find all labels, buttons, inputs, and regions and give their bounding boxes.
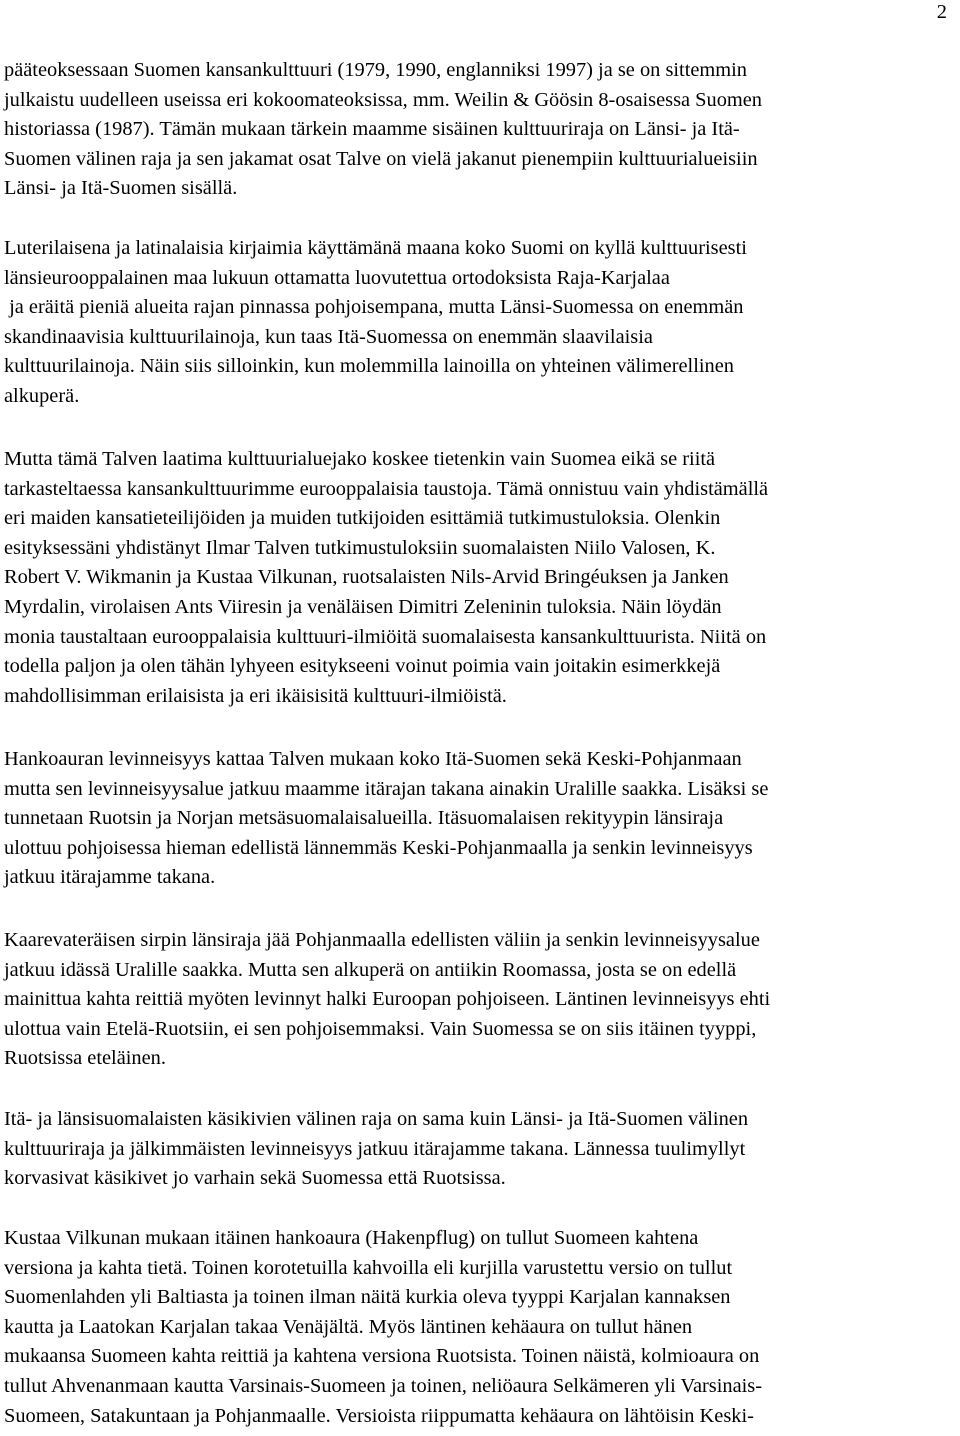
paragraph-lutheran-finland xyxy=(4,234,950,412)
text-line: Suomen välinen raja ja sen jakamat osat Talve on vielä jakanut pienempiin kulttuurialueisiin xyxy=(4,147,758,170)
text-line: Ruotsissa eteläinen. xyxy=(4,1047,166,1070)
text-line: ulottua vain Etelä-Ruotsiin, ei sen pohjoisemmaksi. Vain Suomessa se on siis itäinen tyyppi, xyxy=(4,1017,757,1040)
text-line: versiona ja kahta tietä. Toinen korotetuilla kahvoilla eli kurjilla varustettu versio on tullut xyxy=(4,1256,733,1279)
text-line: Mutta tämä Talven laatima kulttuurialuejako koskee tietenkin vain Suomea eikä se riitä xyxy=(4,448,716,470)
text-line: tarkasteltaessa kansankulttuurimme eurooppalaisia taustoja. Tämä onnistuu vain yhdistämällä xyxy=(4,477,769,500)
text-line: esityksessäni yhdistänyt Ilmar Talven tutkimustuloksiin suomalaisten Niilo Valosen, K. xyxy=(4,536,716,559)
text-line: mahdollisimman erilaisista ja eri ikäisisitä kulttuuri-ilmiöistä. xyxy=(4,684,507,707)
text-line: mukaansa Suomeen kahta reittiä ja kahtena versiona Ruotsista. Toinen näistä, kolmioaura on xyxy=(4,1345,760,1368)
paragraph-hankoaura xyxy=(4,745,950,893)
text-line: Länsi- ja Itä-Suomen sisällä. xyxy=(4,177,238,200)
text-line: Hankoauran levinneisyys kattaa Talven mukaan koko Itä-Suomen sekä Keski-Pohjanmaan xyxy=(4,748,742,770)
text-line: tullut Ahvenanmaan kautta Varsinais-Suomeen ja toinen, neliöaura Selkämeren yli Varsinais- xyxy=(4,1374,763,1397)
text-line: Itä- ja länsisuomalaisten käsikivien välinen raja on sama kuin Länsi- ja Itä-Suomen välinen xyxy=(4,1108,749,1130)
text-line: länsieurooppalainen maa lukuun ottamatta luovutettua ortodoksista Raja-Karjalaa xyxy=(4,266,670,289)
text-line: todella paljon ja olen tähän lyhyeen esitykseeni voinut poimia vain joitakin esimerkkejä xyxy=(4,655,721,678)
paragraph-vilkuna-ploughs xyxy=(4,1224,950,1431)
text-line: eri maiden kansatieteilijöiden ja muiden tutkijoiden esittämiä tutkimustuloksia. Olenkin xyxy=(4,507,721,530)
text-line: monia taustaltaan eurooppalaisia kulttuuri-ilmiöitä suomalaisesta kansankulttuurista. Niitä on xyxy=(4,625,767,648)
text-line: kautta ja Laatokan Karjalan takaa Venäjältä. Myös läntinen kehäaura on tullut hänen xyxy=(4,1315,693,1338)
text-line: mutta sen levinneisyysalue jatkuu maamme itärajan takana ainakin Uralille saakka. Lisäksi se xyxy=(4,777,769,800)
text-line: Suomeen, Satakuntaan ja Pohjanmaalle. Versioista riippumatta kehäaura on lähtöisin Keski- xyxy=(4,1404,754,1427)
text-line: Suomenlahden yli Baltiasta ja toinen ilman näitä kurkia oleva tyyppi Karjalan kannaksen xyxy=(4,1286,731,1309)
text-line: skandinaavisia kulttuurilainoja, kun taas Itä-Suomessa on enemmän slaavilaisia xyxy=(4,325,653,348)
text-line: Robert V. Wikmanin ja Kustaa Vilkunan, ruotsalaisten Nils-Arvid Bringéuksen ja Janken xyxy=(4,566,729,589)
text-line: jatkuu idässä Uralille saakka. Mutta sen alkuperä on antiikin Roomassa, josta se on edellä xyxy=(4,958,737,981)
paragraph-hand-mills xyxy=(4,1105,950,1194)
text-line: alkuperä. xyxy=(4,384,80,407)
text-line: mainittua kahta reittiä myöten levinnyt halki Euroopan pohjoiseen. Läntinen levinneisyys ehti xyxy=(4,988,771,1011)
page-number: 2 xyxy=(936,1,947,23)
text-line: julkaistu uudelleen useissa eri kokoomateoksissa, mm. Weilin & Göösin 8-osaisessa Suomen xyxy=(4,88,763,111)
text-line: historiassa (1987). Tämän mukaan tärkein maamme sisäinen kulttuuriraja on Länsi- ja Itä- xyxy=(4,118,740,141)
text-line: pääteoksessaan Suomen kansankulttuuri (1979, 1990, englanniksi 1997) ja se on sittemmin xyxy=(4,59,748,81)
text-line: korvasivat käsikivet jo varhain sekä Suomessa että Ruotsissa. xyxy=(4,1167,506,1190)
paragraph-european-background xyxy=(4,445,950,711)
text-line: ja eräitä pieniä alueita rajan pinnassa pohjoisempana, mutta Länsi-Suomessa on enemmän xyxy=(4,296,744,319)
text-line: Kustaa Vilkunan mukaan itäinen hankoaura (Hakenpflug) on tullut Suomeen kahtena xyxy=(4,1227,699,1249)
text-line: ulottuu pohjoisessa hieman edellistä lännemmäs Keski-Pohjanmaalla ja senkin levinneisyys xyxy=(4,836,753,859)
paragraph-cultural-boundary xyxy=(4,56,950,204)
text-line: kulttuurilainoja. Näin siis silloinkin, kun molemmilla lainoilla on yhteinen välimerellinen xyxy=(4,355,734,378)
text-line: jatkuu itärajamme takana. xyxy=(4,866,216,889)
text-line: Luterilaisena ja latinalaisia kirjaimia käyttämänä maana koko Suomi on kyllä kulttuurisesti xyxy=(4,237,747,259)
text-line: kulttuuriraja ja jälkimmäisten levinneisyys jatkuu itärajamme takana. Lännessa tuulimyllyt xyxy=(4,1137,746,1160)
paragraph-sickle xyxy=(4,926,950,1074)
text-line: Myrdalin, virolaisen Ants Viiresin ja venäläisen Dimitri Zeleninin tuloksia. Näin löydän xyxy=(4,595,722,618)
text-line: tunnetaan Ruotsin ja Norjan metsäsuomalaisalueilla. Itäsuomalaisen rekityypin länsiraja xyxy=(4,807,724,830)
text-line: Kaarevateräisen sirpin länsiraja jää Pohjanmaalla edellisten väliin ja senkin levinneisyysalue xyxy=(4,929,760,951)
